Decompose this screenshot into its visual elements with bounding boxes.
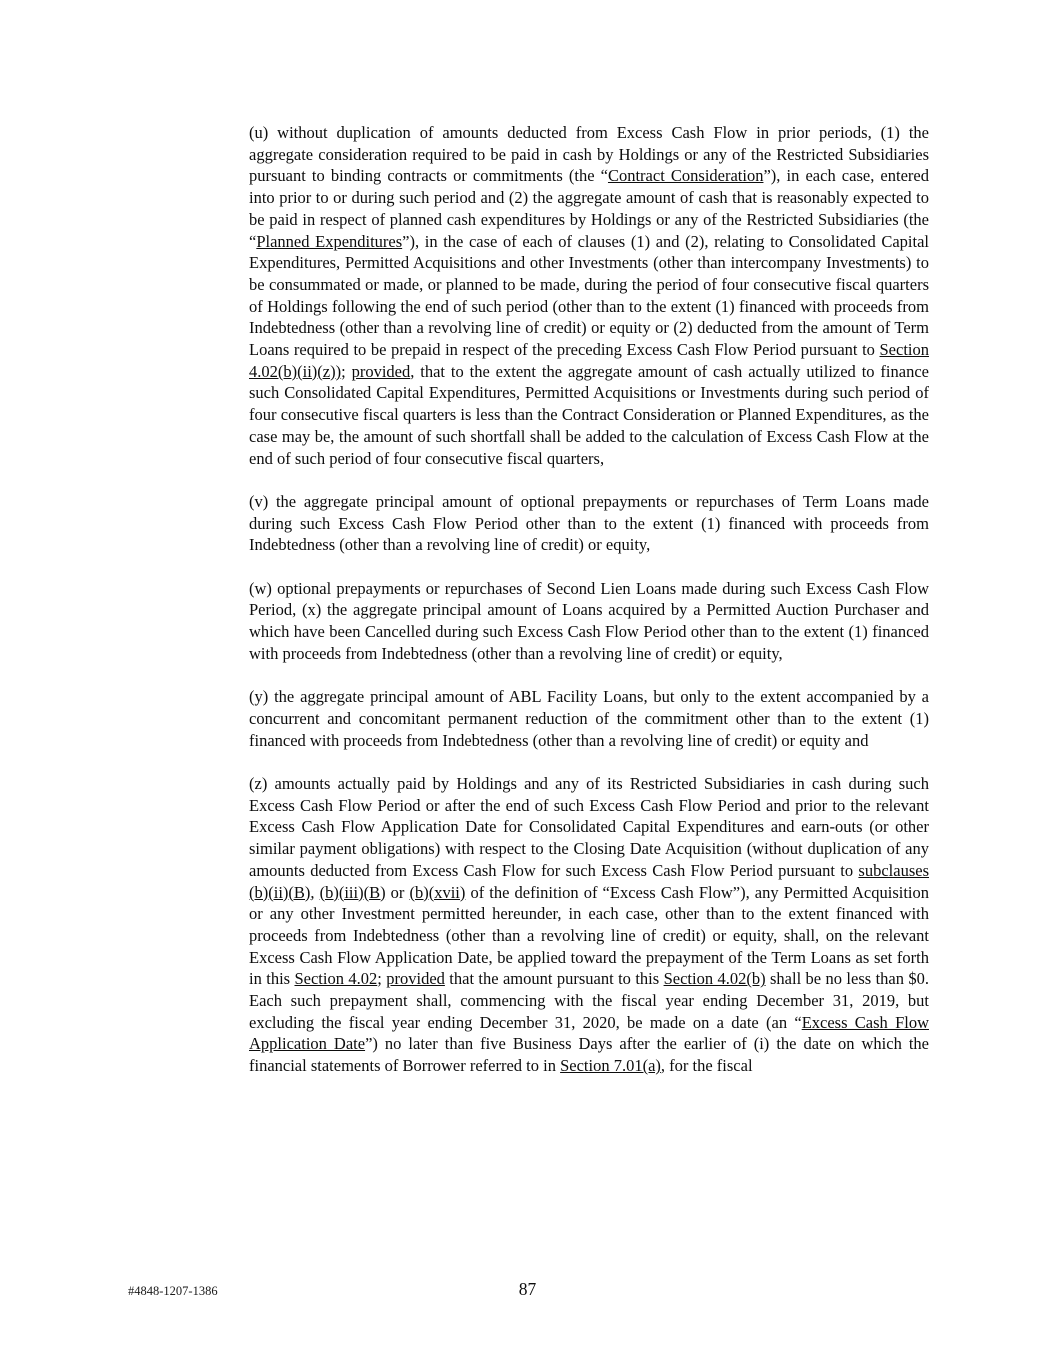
text-run: ”), in the case of each of clauses (1) and (2), relating to Consolidated Capital Expenditures, Permitted Acquisitions and other Investments (other than intercompany Investments) to be consummated or made, or planned to be made, during the period of four consecutive fiscal quarters of Holdings following the end of such period (other than to the extent (1) financed with proceeds from Indebtedness (other than a revolving line of credit) or equity or (2) deducted from the amount of Term Loans required to be prepaid in respect of the preceding Excess Cash Flow Period pursuant to <box>249 231 929 360</box>
text-run: (u) without duplication of amounts deducted from Excess Cash Flow in prior periods, (1) the aggregate consideration required to be paid in cash by Holdings or any of the Restricted Subsidiaries pursuant to binding contracts or commitments (the “ <box>249 123 929 186</box>
underlined-term: Section 4.02 <box>294 969 378 989</box>
underlined-term: Contract Consideration <box>607 166 764 186</box>
text-run: , that to the extent the aggregate amount of cash actually utilized to finance such Consolidated Capital Expenditures, Permitted Acquisitions or Investments during such period of four consecutive fiscal quarters is less than the Contract Consideration or Planned Expenditures, as the case may be, the amount of such shortfall shall be added to the calculation of Excess Cash Flow at the end of such period of four consecutive fiscal quarters, <box>249 361 929 468</box>
text-run: (w) optional prepayments or repurchases of Second Lien Loans made during such Excess Cash Flow Period, (x) the aggregate principal amount of Loans acquired by a Permitted Auction Purchaser and which have been Cancelled during such Excess Cash Flow Period other than to the extent (1) financed with proceeds from Indebtedness (other than a revolving line of credit) or equity, <box>249 578 929 663</box>
underlined-term: Section 4.02(b)(ii)(z)) <box>249 340 929 381</box>
text-run: , for the fiscal <box>660 1056 753 1076</box>
text-run: ; <box>377 969 387 989</box>
paragraph-w <box>249 578 929 665</box>
underlined-term: (b)(iii)(B) <box>319 882 386 902</box>
underlined-term: subclauses (b)(ii)(B) <box>249 860 929 902</box>
paragraph-v <box>249 491 929 556</box>
text-run: or <box>385 882 410 902</box>
text-run: ”) no later than five Business Days after the earlier of (i) the date on which the financial statements of Borrower referred to in <box>249 1034 929 1076</box>
text-run: that the amount pursuant to this <box>444 969 664 989</box>
text-run: , <box>310 882 320 902</box>
underlined-term: provided <box>351 361 411 381</box>
text-run: (v) the aggregate principal amount of optional prepayments or repurchases of Term Loans made during such Excess Cash Flow Period other than to the extent (1) financed with proceeds from Indebtedness (other than a revolving line of credit) or equity, <box>249 491 929 555</box>
text-run: ”), in each case, entered into prior to or during such period and (2) the aggregate amount of cash that is reasonably expected to be paid in respect of planned cash expenditures by Holdings or any of the Restricted Subsidiaries (the “ <box>249 166 929 251</box>
text-run: of the definition of “Excess Cash Flow”), any Permitted Acquisition or any other Investment permitted hereunder, in each case, other than to the extent financed with proceeds from Indebtedness (other than a revolving line of credit) or equity, shall, on the relevant Excess Cash Flow Application Date, be applied toward the prepayment of the Term Loans as set forth in this <box>249 882 929 989</box>
underlined-term: (b)(xvii) <box>409 882 466 902</box>
underlined-term: Section 7.01(a) <box>560 1056 661 1076</box>
underlined-term: Excess Cash Flow Application Date <box>249 1012 930 1054</box>
paragraph-u <box>249 122 929 469</box>
page-number: 87 <box>518 1279 537 1299</box>
paragraph-y <box>249 686 929 751</box>
text-run: (z) amounts actually paid by Holdings and any of its Restricted Subsidiaries in cash during such Excess Cash Flow Period or after the end of such Excess Cash Flow Period and prior to the relevant Excess Cash Flow Application Date for Consolidated Capital Expenditures and earn-outs (or other similar payment obligations) with respect to the Closing Date Acquisition (without duplication of any amounts deducted from Excess Cash Flow for such Excess Cash Flow Period pursuant to <box>249 774 929 880</box>
text-run: shall be no less than $0. Each such prepayment shall, commencing with the fiscal year ending December 31, 2019, but excluding the fiscal year ending December 31, 2020, be made on a date (an “ <box>249 969 929 1032</box>
underlined-term: Planned Expenditures <box>256 231 403 251</box>
text-run: (y) the aggregate principal amount of ABL Facility Loans, but only to the extent accompanied by a concurrent and concomitant permanent reduction of the commitment other than to the extent (1) financed with proceeds from Indebtedness (other than a revolving line of credit) or equity and <box>249 687 929 750</box>
text-run: ; <box>341 361 352 381</box>
footer-doc-id: #4848-1207-1386 <box>128 1284 218 1298</box>
underlined-term: Section 4.02(b) <box>663 969 766 989</box>
paragraph-z <box>249 773 929 1077</box>
underlined-term: provided <box>386 969 445 989</box>
document-body <box>249 122 929 1099</box>
